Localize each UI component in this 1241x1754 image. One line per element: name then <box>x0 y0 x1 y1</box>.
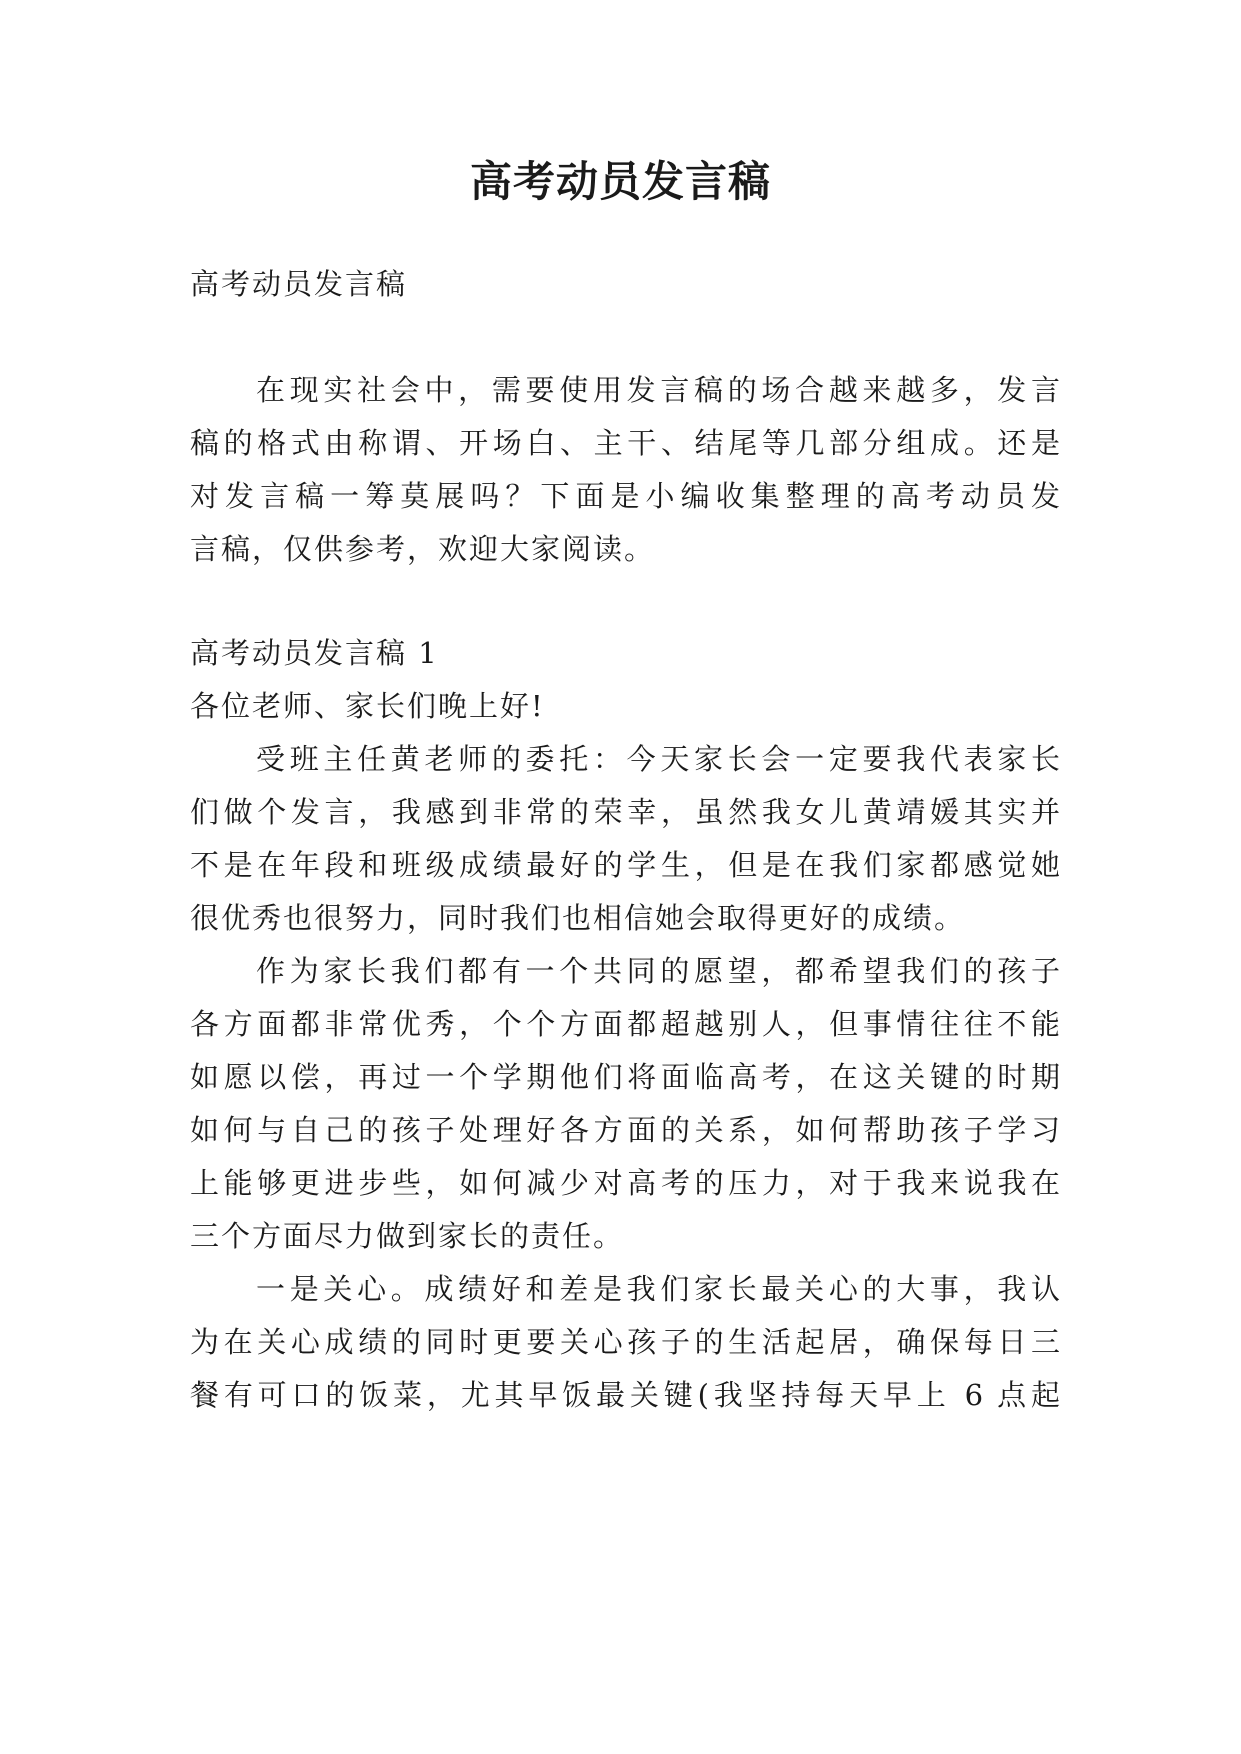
paragraph-line: 各方面都非常优秀，个个方面都超越别人，但事情往往不能 <box>190 1007 1060 1041</box>
paragraph-line: 作为家长我们都有一个共同的愿望，都希望我们的孩子 <box>256 954 1060 988</box>
intro-line: 言稿，仅供参考，欢迎大家阅读。 <box>190 532 656 566</box>
paragraph-line: 三个方面尽力做到家长的责任。 <box>190 1219 625 1253</box>
paragraph-line: 为在关心成绩的同时更要关心孩子的生活起居，确保每日三 <box>190 1325 1060 1359</box>
document-heading: 高考动员发言稿 <box>190 267 408 301</box>
section-title: 高考动员发言稿 1 <box>190 636 439 670</box>
paragraph-line: 餐有可口的饭菜，尤其早饭最关键(我坚持每天早上 6 点起 <box>190 1378 1060 1412</box>
paragraph-line: 一是关心。成绩好和差是我们家长最关心的大事，我认 <box>256 1272 1060 1306</box>
intro-line: 稿的格式由称谓、开场白、主干、结尾等几部分组成。还是 <box>190 426 1060 460</box>
paragraph-line: 很优秀也很努力，同时我们也相信她会取得更好的成绩。 <box>190 901 966 935</box>
paragraph-line: 们做个发言，我感到非常的荣幸，虽然我女儿黄靖媛其实并 <box>190 795 1060 829</box>
intro-line: 对发言稿一筹莫展吗？下面是小编收集整理的高考动员发 <box>190 479 1060 513</box>
document-title: 高考动员发言稿 <box>469 157 771 206</box>
paragraph-line: 受班主任黄老师的委托：今天家长会一定要我代表家长 <box>256 742 1060 776</box>
paragraph-line: 如愿以偿，再过一个学期他们将面临高考，在这关键的时期 <box>190 1060 1060 1094</box>
intro-line: 在现实社会中，需要使用发言稿的场合越来越多，发言 <box>256 373 1060 407</box>
paragraph-line: 不是在年段和班级成绩最好的学生，但是在我们家都感觉她 <box>190 848 1060 882</box>
paragraph-line: 如何与自己的孩子处理好各方面的关系，如何帮助孩子学习 <box>190 1113 1060 1147</box>
paragraph-line: 上能够更进步些，如何减少对高考的压力，对于我来说我在 <box>190 1166 1060 1200</box>
greeting: 各位老师、家长们晚上好! <box>190 689 545 723</box>
